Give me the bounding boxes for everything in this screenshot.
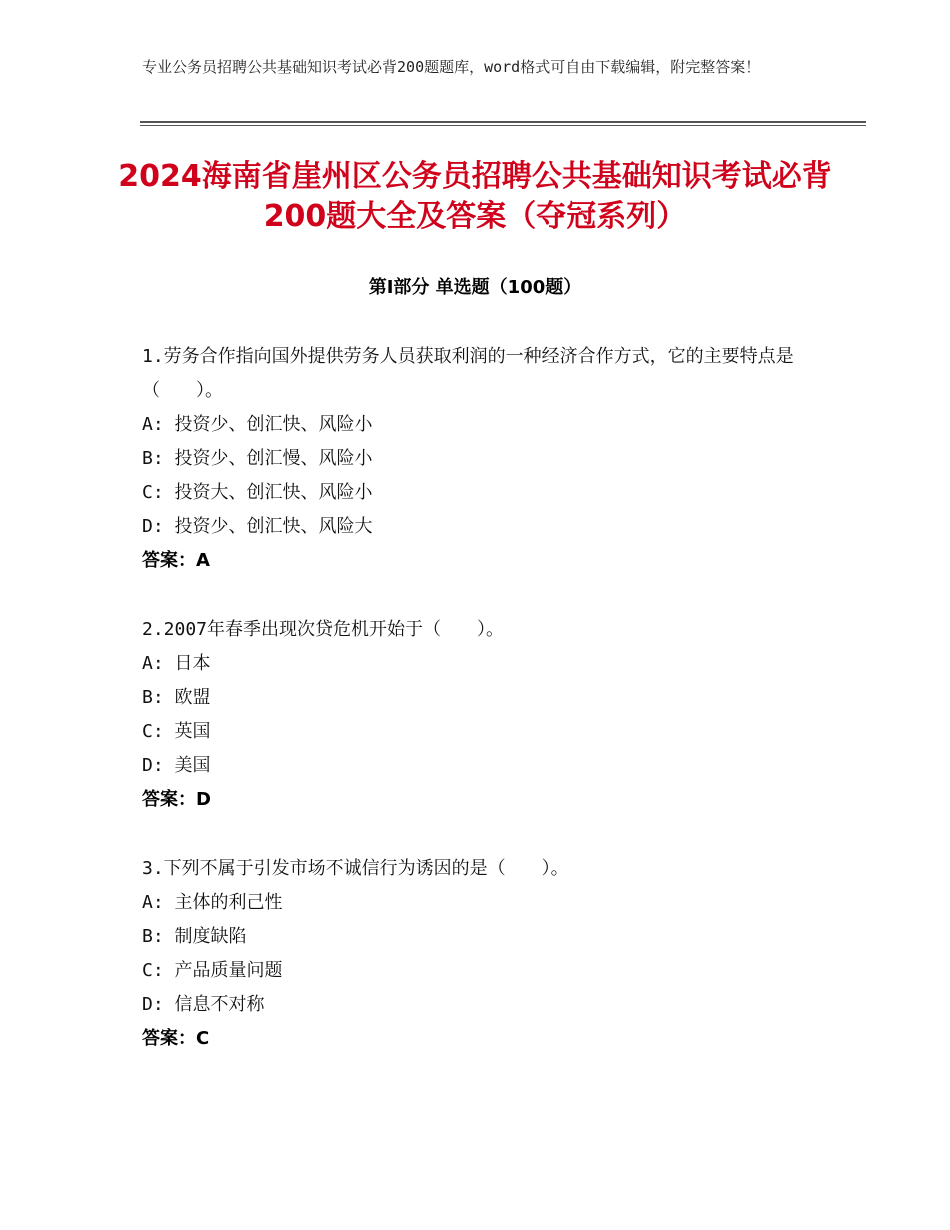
question-1 [142,340,822,578]
header-divider-thin [140,125,866,126]
question-3 [142,852,822,1056]
document-title: 2024海南省崖州区公务员招聘公共基础知识考试必背200题大全及答案（夺冠系列） [118,159,832,234]
section-heading: 第Ⅰ部分 单选题（100题） [368,277,582,298]
answer: 答案：D [142,789,211,810]
answer: 答案：A [142,550,210,571]
option-c: C: 英国 [142,721,211,742]
option-b: B: 制度缺陷 [142,926,247,947]
option-c: C: 投资大、创汇快、风险小 [142,482,373,503]
question-2 [142,613,822,817]
question-stem: 3.下列不属于引发市场不诚信行为诱因的是（ ）。 [142,858,569,879]
option-a: A: 日本 [142,653,211,674]
option-d: D: 信息不对称 [142,994,265,1015]
header-divider-thick [140,121,866,123]
option-b: B: 欧盟 [142,687,211,708]
option-b: B: 投资少、创汇慢、风险小 [142,448,373,469]
option-a: A: 投资少、创汇快、风险小 [142,414,373,435]
option-c: C: 产品质量问题 [142,960,283,981]
question-stem: 1.劳务合作指向国外提供劳务人员获取利润的一种经济合作方式，它的主要特点是（ ）。 [142,346,794,401]
option-d: D: 美国 [142,755,211,776]
option-d: D: 投资少、创汇快、风险大 [142,516,373,537]
answer: 答案：C [142,1028,210,1049]
option-a: A: 主体的利己性 [142,892,283,913]
question-stem: 2.2007年春季出现次贷危机开始于（ ）。 [142,619,505,640]
header-note: 专业公务员招聘公共基础知识考试必背200题题库，word格式可自由下载编辑，附完整答案！ [142,58,761,76]
